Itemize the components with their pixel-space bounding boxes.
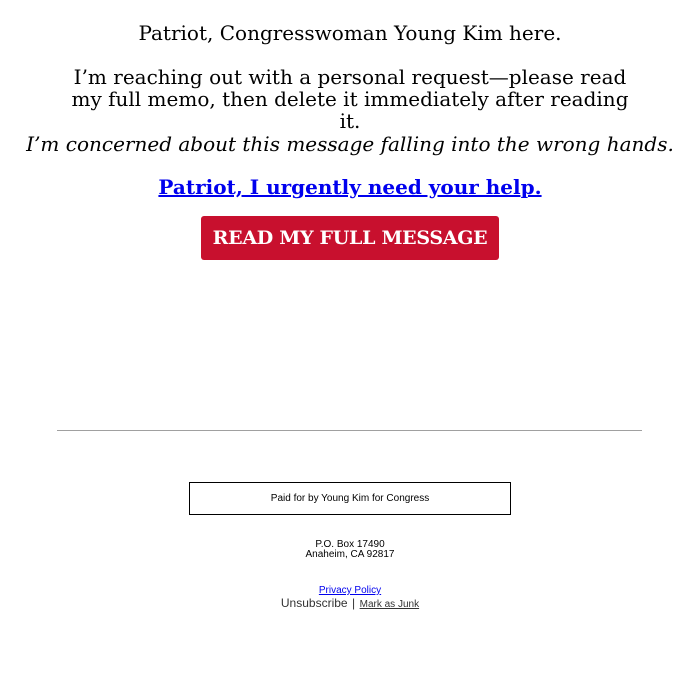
address-line-1: P.O. Box 17490: [315, 539, 385, 550]
request-text: I’m reaching out with a personal request—please read my full memo, then delete it immediately after reading it.: [71, 65, 629, 133]
privacy-policy-link[interactable]: Privacy Policy: [318, 585, 382, 596]
unsubscribe-link[interactable]: Unsubscribe: [280, 596, 348, 610]
link-separator: |: [352, 596, 356, 610]
concern-text: I’m concerned about this message falling into the wrong hands.: [26, 132, 674, 156]
urgent-help-link[interactable]: Patriot, I urgently need your help.: [158, 175, 542, 199]
footer-divider: [57, 430, 642, 431]
unsubscribe-row: [0, 596, 700, 612]
mark-as-junk-link[interactable]: Mark as Junk: [359, 599, 420, 610]
greeting-text: Patriot, Congresswoman Young Kim here.: [138, 21, 562, 45]
read-full-message-button[interactable]: READ MY FULL MESSAGE: [201, 216, 499, 260]
mailing-address: [0, 540, 700, 560]
address-line-2: Anaheim, CA 92817: [305, 549, 395, 560]
paid-for-disclaimer: Paid for by Young Kim for Congress: [189, 482, 511, 515]
